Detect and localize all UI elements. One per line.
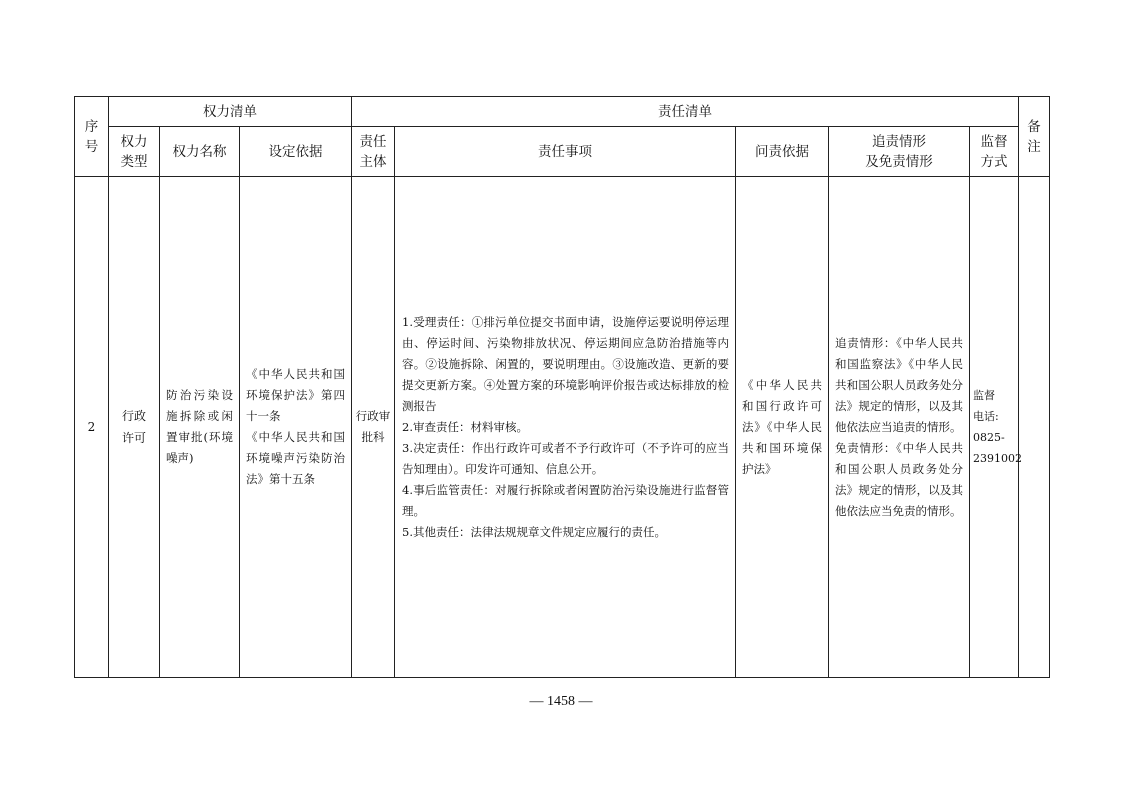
cell-remark bbox=[1019, 177, 1050, 678]
header-remark: 备 注 bbox=[1019, 97, 1050, 177]
responsibility-subject-text: 行政审批科 bbox=[355, 409, 391, 444]
accountability-cases-text bbox=[829, 333, 969, 522]
responsibility-item: 5.其他责任：法律法规规章文件规定应履行的责任。 bbox=[402, 524, 666, 539]
accountability-case: 免责情形：《中华人民共和国公职人员政务处分法》规定的情形，以及其他依法应当免责的情形。 bbox=[835, 440, 964, 518]
cell-responsibility-subject bbox=[352, 177, 395, 678]
power-responsibility-table bbox=[74, 96, 1050, 678]
responsibility-item: 4.事后监管责任：对履行拆除或者闲置防治污染设施进行监督管理。 bbox=[402, 482, 730, 518]
responsibility-item: 3.决定责任：作出行政许可或者不予行政许可（不予许可的应当告知理由）。印发许可通知、信息公开。 bbox=[402, 440, 730, 476]
power-name-text: 防治污染设施拆除或闲置审批(环境噪声) bbox=[166, 388, 233, 465]
header-responsibility-list: 责任清单 bbox=[352, 97, 1019, 127]
header-accountability-basis: 问责依据 bbox=[736, 127, 829, 177]
cell-power-name bbox=[160, 177, 240, 678]
cell-basis bbox=[240, 177, 352, 678]
header-responsibility-items: 责任事项 bbox=[395, 127, 736, 177]
cell-accountability-cases bbox=[829, 177, 970, 678]
table-row bbox=[75, 177, 1050, 678]
header-power-name: 权力名称 bbox=[160, 127, 240, 177]
responsibility-item: 1.受理责任：①排污单位提交书面申请，设施停运要说明停运理由、停运时间、污染物排放状况、停运期间应急防治措施等内容。②设施拆除、闲置的，要说明理由。③设施改造、更新的要提交更新方案。④处置方案的环境影响评价报告或达标排放的检测报告 bbox=[402, 314, 730, 413]
header-seq: 序 号 bbox=[75, 97, 109, 177]
cell-power-type: 行政 许可 bbox=[109, 177, 160, 678]
header-basis: 设定依据 bbox=[240, 127, 352, 177]
basis-item: 《中华人民共和国环境保护法》第四十一条 bbox=[246, 367, 346, 423]
cell-seq: 2 bbox=[75, 177, 109, 678]
accountability-basis-text: 《中华人民共和国行政许可法》《中华人民共和国环境保护法》 bbox=[742, 377, 823, 476]
header-accountability-cases: 追责情形 及免责情形 bbox=[829, 127, 970, 177]
basis-text bbox=[240, 364, 351, 490]
header-power-type: 权力 类型 bbox=[109, 127, 160, 177]
cell-supervision bbox=[970, 177, 1023, 678]
header-supervision: 监督 方式 bbox=[970, 127, 1019, 177]
responsibility-item: 2.审查责任：材料审核。 bbox=[402, 419, 528, 434]
cell-accountability-basis bbox=[736, 177, 829, 678]
header-responsibility-subject: 责任 主体 bbox=[352, 127, 395, 177]
cell-responsibility-items bbox=[395, 177, 736, 678]
responsibility-items-text bbox=[395, 312, 735, 543]
page-number: — 1458 — bbox=[529, 694, 593, 709]
accountability-case: 追责情形：《中华人民共和国监察法》《中华人民共和国公职人员政务处分法》规定的情形，以及其他依法应当追责的情形。 bbox=[835, 335, 964, 434]
supervision-text: 监督 电话: 0825- 2391002 bbox=[973, 389, 1023, 465]
basis-item: 《中华人民共和国环境噪声污染防治法》第十五条 bbox=[246, 430, 346, 486]
header-power-list: 权力清单 bbox=[109, 97, 352, 127]
